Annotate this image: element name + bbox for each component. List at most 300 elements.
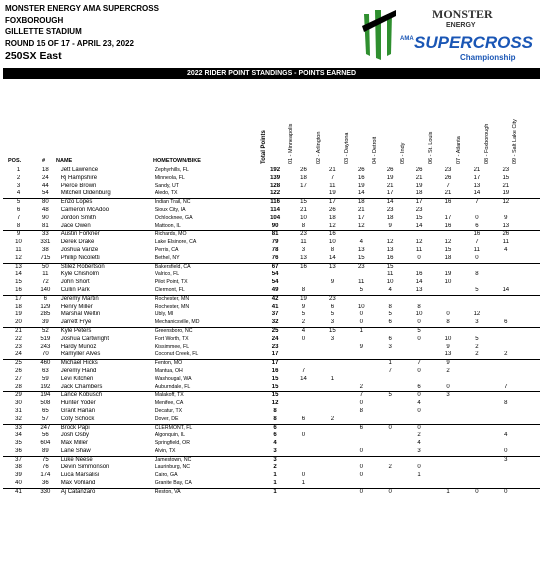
- rider-name: Aj Catanzaro: [60, 488, 96, 495]
- round-points: [520, 440, 540, 448]
- round-points: 6: [491, 319, 520, 327]
- round-points: 10: [357, 303, 365, 310]
- col-round-3: 03 - Daytona: [344, 132, 350, 164]
- round-points: 13: [434, 351, 463, 359]
- round-points: [318, 424, 347, 432]
- round-points: 5: [301, 311, 306, 318]
- round-points: 16: [329, 231, 336, 238]
- rider-total: 67: [271, 263, 279, 270]
- round-points: [318, 400, 347, 408]
- round-points: 8: [289, 287, 318, 295]
- rider-pos: 40: [3, 480, 34, 488]
- round-points: [462, 432, 491, 440]
- column-headers: [0, 80, 543, 166]
- rider-name: Hunter Yoder: [60, 400, 96, 407]
- round-points: [520, 239, 540, 247]
- rider-pos: 30: [15, 400, 22, 407]
- rider-pos: 37: [15, 456, 22, 463]
- round-points: 14: [462, 190, 491, 198]
- round-points: [462, 263, 491, 271]
- round-points: [491, 416, 520, 424]
- round-points: [376, 448, 405, 456]
- round-points: 3: [330, 335, 335, 342]
- round-points: 16: [300, 263, 307, 270]
- table-row: [3, 480, 540, 488]
- rider-total: 114: [270, 206, 280, 213]
- round-points: 14: [415, 279, 423, 286]
- round-points: [289, 271, 318, 279]
- round-points: [520, 183, 540, 191]
- rider-total: 24: [271, 335, 279, 342]
- round-points: 10: [444, 335, 452, 342]
- rider-number: 81: [34, 223, 57, 231]
- round-points: 4: [301, 327, 306, 334]
- round-points: 13: [491, 223, 520, 231]
- rider-hometown: Dover, DE: [155, 416, 261, 424]
- round-points: [491, 376, 520, 384]
- round-points: 11: [415, 246, 423, 253]
- series-title: MONSTER ENERGY AMA SUPERCROSS: [5, 4, 159, 13]
- rider-name: Lane Shaw: [57, 448, 155, 456]
- rider-hometown: Bethel, NY: [155, 255, 261, 263]
- round-points: 19: [491, 190, 520, 198]
- rider-pos: 21: [15, 327, 22, 334]
- table-row: [3, 295, 540, 303]
- rider-name: Jett Lawrence: [60, 167, 99, 173]
- rider-hometown: Jamestown, NC: [154, 456, 192, 463]
- round-points: 15: [329, 327, 336, 334]
- round-points: 0: [417, 424, 421, 431]
- round-points: [289, 344, 318, 352]
- round-points: [318, 432, 347, 440]
- rider-number: 38: [41, 246, 49, 253]
- round-points: [462, 368, 491, 376]
- round-points: [289, 392, 318, 400]
- round-points: [376, 480, 405, 488]
- table-row: [3, 351, 540, 359]
- round-points: 19: [357, 182, 365, 189]
- round-points: 23: [329, 295, 336, 302]
- round-points: 9: [446, 360, 450, 367]
- rider-total: 76: [261, 255, 289, 263]
- class-title: 250SX East: [5, 50, 62, 62]
- rider-hometown: Cairo, GA: [154, 472, 178, 479]
- rider-number: 519: [40, 335, 51, 342]
- round-points: [520, 263, 540, 271]
- round-points: [491, 327, 520, 335]
- round-points: 19: [300, 295, 307, 302]
- round-points: 12: [386, 239, 394, 246]
- round-points: 3: [318, 319, 347, 327]
- rider-name: Cullin Park: [57, 287, 155, 295]
- round-points: [520, 472, 540, 480]
- round-points: 26: [300, 167, 307, 173]
- rider-total: 2: [273, 464, 277, 471]
- rider-number: 39: [34, 319, 57, 327]
- col-round-1: 01 - Minneapolis: [288, 123, 294, 164]
- round-points: 8: [417, 303, 421, 310]
- table-row: [3, 432, 540, 440]
- round-points: [462, 400, 491, 408]
- round-points: [462, 408, 491, 416]
- round-points: 16: [473, 231, 481, 238]
- round-points: 21: [502, 182, 510, 189]
- rider-name: Stilez Robertson: [60, 263, 105, 270]
- rider-name: Cameron McAdoo: [60, 206, 110, 213]
- round-points: [520, 344, 540, 352]
- rider-name: Jeremy Hand: [60, 367, 97, 374]
- rider-hometown: Alvin, TX: [155, 448, 261, 456]
- round-points: 7: [301, 367, 306, 374]
- round-points: [520, 448, 540, 456]
- rider-number: 6: [43, 295, 47, 302]
- round-points: [347, 432, 376, 440]
- round-points: [434, 207, 463, 215]
- round-points: 26: [357, 167, 365, 173]
- round-points: 0: [434, 384, 463, 392]
- rider-pos: 8: [3, 223, 34, 231]
- round-points: [434, 424, 463, 432]
- rider-hometown: Kissimmee, FL: [154, 343, 190, 350]
- rider-total: 32: [261, 319, 289, 327]
- round-points: [462, 279, 491, 287]
- rider-name: Joshua Varize: [60, 246, 99, 253]
- round-points: [318, 287, 347, 295]
- rider-name: Kyle Peters: [60, 327, 92, 334]
- round-points: 13: [386, 246, 394, 253]
- round-points: [289, 351, 318, 359]
- round-points: 13: [329, 263, 336, 270]
- round-points: 0: [347, 448, 376, 456]
- round-points: [347, 336, 376, 344]
- round-points: 2: [491, 351, 520, 359]
- round-points: 1: [417, 472, 421, 479]
- round-points: 0: [417, 392, 421, 399]
- table-row: [3, 304, 540, 312]
- round-points: [434, 440, 463, 448]
- col-round-9: 09 - Salt Lake City: [512, 119, 518, 164]
- round-points: [462, 464, 491, 472]
- rider-total: 128: [270, 182, 281, 189]
- round-points: [520, 360, 540, 368]
- round-points: 0: [301, 472, 306, 479]
- rider-total: 15: [271, 375, 279, 382]
- round-points: 16: [444, 199, 452, 206]
- round-points: [347, 368, 376, 376]
- rider-hometown: Auburndale, FL: [155, 384, 261, 392]
- rider-name: Jeremy Martin: [60, 295, 99, 302]
- rider-number: 243: [40, 343, 51, 350]
- rider-total: 79: [271, 239, 279, 246]
- rider-total: 17: [271, 360, 279, 367]
- rider-name: Devin Simmonson: [60, 464, 110, 471]
- round-points: [318, 408, 347, 416]
- round-points: 12: [473, 311, 481, 318]
- round-points: [491, 368, 520, 376]
- rider-hometown: Indian Trail, NC: [154, 199, 191, 206]
- round-points: 0: [462, 255, 491, 263]
- round-points: [289, 488, 318, 496]
- round-points: 2: [347, 384, 376, 392]
- round-points: 6: [462, 223, 491, 231]
- table-row: [3, 400, 540, 408]
- rider-name: Brock Papi: [60, 424, 90, 431]
- rider-name: Phillip Nicoletti: [57, 255, 155, 263]
- round-points: [434, 472, 463, 480]
- round-points: [520, 231, 540, 239]
- round-points: 18: [386, 214, 394, 221]
- rider-number: 604: [40, 440, 51, 447]
- round-points: [520, 351, 540, 359]
- round-points: [289, 360, 318, 368]
- round-points: [520, 215, 540, 223]
- round-points: 7: [330, 174, 335, 181]
- round-points: 15: [386, 263, 394, 270]
- round-points: 26: [386, 167, 394, 173]
- round-points: [434, 448, 463, 456]
- table-row: [3, 327, 540, 335]
- round-points: [289, 279, 318, 287]
- round-points: 10: [386, 279, 394, 286]
- round-points: 0: [359, 464, 363, 471]
- round-points: [376, 327, 405, 335]
- rider-number: 89: [34, 448, 57, 456]
- round-points: [347, 376, 376, 384]
- round-points: [318, 472, 347, 480]
- round-points: 0: [417, 335, 421, 342]
- rider-number: 54: [34, 190, 57, 198]
- round-points: 2: [417, 432, 421, 439]
- rider-number: 508: [40, 400, 51, 407]
- round-points: [491, 424, 520, 432]
- round-points: 13: [357, 246, 365, 253]
- round-points: 2: [446, 367, 450, 374]
- rider-hometown: Bakersfield, CA: [154, 263, 191, 270]
- rider-total: 37: [271, 311, 279, 318]
- rider-pos: 14: [15, 271, 22, 278]
- round-points: [347, 271, 376, 279]
- round-points: 21: [329, 167, 336, 173]
- round-points: [520, 424, 540, 432]
- rider-hometown: Fort Worth, TX: [154, 335, 189, 342]
- round-points: 6: [388, 335, 392, 342]
- round-points: 12: [502, 199, 510, 206]
- rider-number: 174: [40, 472, 51, 479]
- rider-name: Jack Chambers: [57, 384, 155, 392]
- round-points: 15: [415, 214, 423, 221]
- round-points: [405, 351, 434, 359]
- round-points: [491, 271, 520, 279]
- round-points: [405, 488, 434, 496]
- round-points: 10: [329, 239, 336, 246]
- svg-text:ENERGY: ENERGY: [446, 22, 476, 29]
- round-points: 7: [359, 392, 363, 399]
- round-points: 0: [405, 255, 434, 263]
- rider-name: Lance Kobusch: [60, 392, 103, 399]
- city: FOXBOROUGH: [5, 15, 64, 25]
- table-row: [3, 223, 540, 231]
- rider-pos: 41: [15, 488, 22, 495]
- round-points: 7: [491, 384, 520, 392]
- round-points: 12: [444, 239, 452, 246]
- round-points: 2: [388, 464, 392, 471]
- round-points: [462, 480, 491, 488]
- monster-claw-icon: [362, 10, 396, 60]
- rider-number: 56: [41, 432, 49, 439]
- round-points: 8: [330, 246, 335, 253]
- round-points: 12: [415, 239, 423, 246]
- rider-pos: 19: [15, 311, 22, 318]
- round-points: 11: [358, 279, 365, 286]
- round-points: [434, 464, 463, 472]
- round-points: [520, 392, 540, 400]
- round-points: 0: [359, 311, 363, 318]
- rider-total: 122: [261, 190, 289, 198]
- rider-number: 331: [40, 239, 51, 246]
- table-row: [3, 319, 540, 327]
- round-points: 0: [417, 464, 421, 471]
- round-points: [376, 351, 405, 359]
- rider-number: 247: [40, 424, 51, 431]
- rider-name: Henry Miller: [60, 303, 93, 310]
- svg-text:SUPERCROSS: SUPERCROSS: [414, 33, 534, 52]
- rider-total: 54: [271, 271, 279, 278]
- round-points: [520, 223, 540, 231]
- rider-hometown: Malakoff, TX: [154, 392, 184, 399]
- rider-hometown: Perris, CA: [154, 246, 179, 253]
- table-row: [3, 239, 540, 247]
- round-points: 17: [444, 214, 452, 221]
- round-points: [289, 190, 318, 198]
- rider-pos: 34: [15, 432, 22, 439]
- round-points: [405, 231, 434, 239]
- rider-hometown: Mattoon, IL: [155, 223, 261, 231]
- rider-number: 140: [34, 287, 57, 295]
- rider-number: 70: [34, 351, 57, 359]
- round-points: 17: [415, 199, 423, 206]
- col-round-8: 08 - Foxborough: [484, 123, 490, 164]
- round-points: [376, 231, 405, 239]
- rider-name: Josh Osby: [60, 432, 90, 439]
- round-points: 23: [502, 167, 510, 173]
- rider-pos: 38: [15, 464, 22, 471]
- round-points: 9: [376, 223, 405, 231]
- rider-hometown: Aledo, TX: [155, 190, 261, 198]
- round-points: [289, 400, 318, 408]
- rider-total: 42: [271, 295, 279, 302]
- round-points: [462, 456, 491, 464]
- round-points: [347, 416, 376, 424]
- round-points: 2: [475, 343, 479, 350]
- round-points: 14: [405, 223, 434, 231]
- rider-name: Grant Harlan: [60, 407, 96, 414]
- round-points: 0: [359, 488, 363, 495]
- rider-total: 4: [273, 440, 277, 447]
- rider-number: 715: [34, 255, 57, 263]
- table-row: [3, 255, 540, 263]
- round-points: 0: [347, 319, 376, 327]
- round-points: 17: [357, 214, 365, 221]
- round-points: [520, 295, 540, 303]
- round-points: 19: [386, 174, 394, 181]
- round-points: [376, 416, 405, 424]
- round-points: [462, 392, 491, 400]
- rider-hometown: Decatur, TX: [154, 407, 183, 414]
- rider-total: 49: [261, 287, 289, 295]
- round-points: 4: [376, 287, 405, 295]
- round-points: [520, 271, 540, 279]
- round-points: [318, 368, 347, 376]
- round-points: [347, 360, 376, 368]
- round-points: [289, 440, 318, 448]
- round-points: 6: [359, 424, 363, 431]
- round-points: 4: [417, 400, 421, 407]
- table-row: [3, 175, 540, 183]
- round-points: 15: [502, 174, 510, 181]
- rider-name: Michael Hicks: [60, 360, 98, 367]
- rider-number: 52: [41, 327, 49, 334]
- rider-pos: 27: [15, 375, 22, 382]
- round-points: [520, 247, 540, 255]
- round-points: [520, 432, 540, 440]
- round-points: [520, 336, 540, 344]
- round-points: 23: [386, 206, 394, 213]
- round-points: [376, 440, 405, 448]
- col-round-4: 04 - Detroit: [372, 136, 378, 164]
- rider-hometown: Zephyrhills, FL: [154, 167, 189, 173]
- round-points: 6: [330, 303, 335, 310]
- round-points: [347, 480, 376, 488]
- round-points: [520, 199, 540, 207]
- round-points: 12: [318, 223, 347, 231]
- round-points: 6: [376, 319, 405, 327]
- rider-hometown: Sandy, UT: [154, 182, 179, 189]
- rider-pos: 16: [3, 287, 34, 295]
- rider-pos: 6: [16, 206, 21, 213]
- round-points: [462, 448, 491, 456]
- rider-pos: 11: [15, 246, 22, 253]
- col-pos: POS.: [8, 158, 22, 164]
- round-points: [491, 207, 520, 215]
- rider-hometown: Lake Elsinore, CA: [154, 239, 197, 246]
- round-points: [376, 472, 405, 480]
- rider-pos: 2: [16, 174, 21, 181]
- round-points: [520, 190, 540, 198]
- round-points: [434, 304, 463, 312]
- rider-total: 41: [271, 303, 279, 310]
- rider-number: 65: [41, 407, 49, 414]
- round-points: 14: [318, 255, 347, 263]
- round-points: 21: [357, 206, 365, 213]
- round-points: 4: [359, 239, 363, 246]
- round-points: [434, 327, 463, 335]
- table-row: [3, 384, 540, 392]
- round-points: 14: [347, 190, 376, 198]
- rider-hometown: Springfield, OR: [154, 440, 190, 447]
- rider-name: Coty Schock: [57, 416, 155, 424]
- round-points: 5: [330, 311, 335, 318]
- round-points: 19: [444, 271, 452, 278]
- table-row: [3, 408, 540, 416]
- round-points: 18: [357, 199, 365, 206]
- round-points: [434, 400, 463, 408]
- round-points: [289, 448, 318, 456]
- round-points: 21: [300, 206, 307, 213]
- round-points: 4: [417, 440, 421, 447]
- rider-hometown: Pilot Point, TX: [154, 279, 188, 286]
- rider-number: 18: [41, 167, 49, 173]
- round-points: [462, 440, 491, 448]
